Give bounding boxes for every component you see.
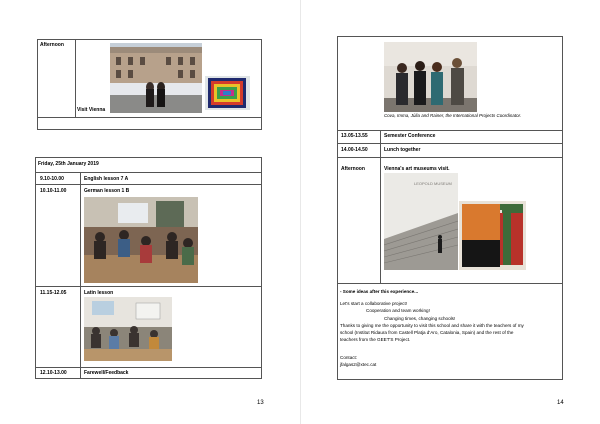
table-row-time: 11.15-12.05 <box>40 290 67 296</box>
ideas-line: Changing times, changing schools! <box>384 316 456 321</box>
thanks-line: school (Institut Ridaura from Castell Platja d'Aro, Catalonia, Spain) and the rest of the <box>340 330 514 335</box>
table-row-time: Afternoon <box>341 166 365 172</box>
ideas-line: Cooperation and team working! <box>366 308 430 313</box>
latin-lesson-photo <box>84 297 172 361</box>
group-photo <box>384 42 477 112</box>
table-row-time: 9.10-10.00 <box>40 176 64 182</box>
table-row-time: 14.00-14.50 <box>341 147 368 153</box>
abstract-painting-photo <box>459 201 526 270</box>
table-row-activity: Semester Conference <box>384 133 436 139</box>
table-row-activity: German lesson 1 B <box>84 188 130 194</box>
museum-sign-text: LEOPOLD MUSEUM <box>414 181 452 186</box>
friday-date-header: Friday, 25th January 2019 <box>38 161 99 167</box>
table-row-activity: Latin lesson <box>84 290 114 296</box>
leopold-museum-photo <box>384 173 458 270</box>
contact-email[interactable]: jfalgas2@xtec.cat <box>340 362 377 367</box>
colorful-artwork-photo <box>205 76 250 110</box>
ideas-line: Let's start a collaborative project! <box>340 301 408 306</box>
afternoon-time-label: Afternoon <box>40 42 64 48</box>
page-number-14: 14 <box>557 400 564 406</box>
thanks-line: teachers from the GEET'S Project. <box>340 337 411 342</box>
visit-vienna-label: Visit Vienna <box>77 107 106 113</box>
table-row-activity: Farewell/Feedback <box>84 370 129 376</box>
table-row-activity: Vienna's art museums visit. <box>384 166 450 172</box>
table-row-activity: Lunch together <box>384 147 421 153</box>
table-row-time: 10.10-11.00 <box>40 188 67 194</box>
table-row-time: 13.05-13.55 <box>341 133 368 139</box>
group-photo-caption: Cova, Imma, Júlia and Rainer, the International Projects Coordinator. <box>384 113 522 118</box>
german-lesson-photo <box>84 197 198 283</box>
table-row-activity: English lesson 7 A <box>84 176 129 182</box>
table-row-time: 12.10-13.00 <box>40 370 67 376</box>
vienna-street-photo <box>110 43 202 113</box>
ideas-title: - Some ideas after this experience... <box>340 289 419 294</box>
contact-label: Contact: <box>340 355 358 360</box>
thanks-line: Thanks to giving me the opportunity to visit this school and share it with the teachers of my <box>340 323 524 328</box>
page-number-13: 13 <box>257 400 264 406</box>
